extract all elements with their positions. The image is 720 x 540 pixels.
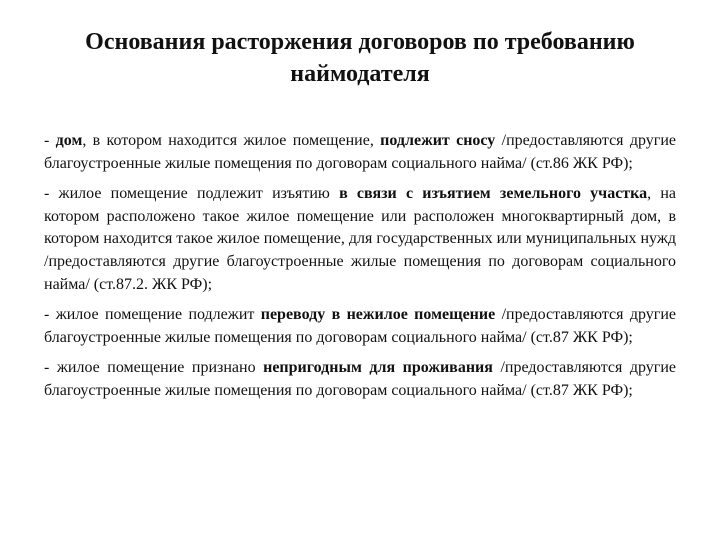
item-text: - — [44, 132, 56, 149]
item-text: , на котором расположено такое жилое помещение или расположен многоквартирный дом, в котором находится такое жилое помещение, для государственных или муниципальных нужд /предоставляются другие благоустроенные жилые помещения по договорам социального найма/ (ст.87.2. ЖК РФ); — [44, 185, 677, 293]
item-emphasis: в связи с изъятием земельного участка — [339, 185, 648, 203]
item-text: - жилое помещение признано — [44, 359, 264, 377]
item-text: , в котором находится жилое помещение, — [82, 132, 381, 149]
list-item-land-seizure — [44, 183, 676, 296]
item-text: /предоставляются другие благоустроенные жилые помещения по договорам социального найма/ (ст.87 ЖК РФ); — [44, 359, 677, 399]
item-text: - жилое помещение подлежит изъятию — [44, 185, 340, 203]
item-text: - жилое помещение подлежит — [44, 306, 261, 324]
item-emphasis: непригодным для проживания — [263, 359, 493, 377]
item-text: /предоставляются другие благоустроенные жилые помещения по договорам социального найма/ (ст.87 ЖК РФ); — [44, 306, 676, 346]
item-emphasis: подлежит сносу — [380, 132, 496, 149]
list-item-non-residential — [44, 304, 676, 349]
slide-title: Основания расторжения договоров по требованию наймодателя — [85, 29, 635, 87]
item-text: /предоставляются другие благоустроенные жилые помещения по договорам социального найма/ (ст.86 ЖК РФ); — [44, 132, 676, 172]
item-emphasis: переводу в нежилое помещение — [260, 306, 496, 324]
slide-body — [44, 130, 676, 411]
list-item-uninhabitable — [44, 357, 676, 402]
list-item-demolition — [44, 130, 676, 175]
item-emphasis: дом — [55, 132, 83, 149]
